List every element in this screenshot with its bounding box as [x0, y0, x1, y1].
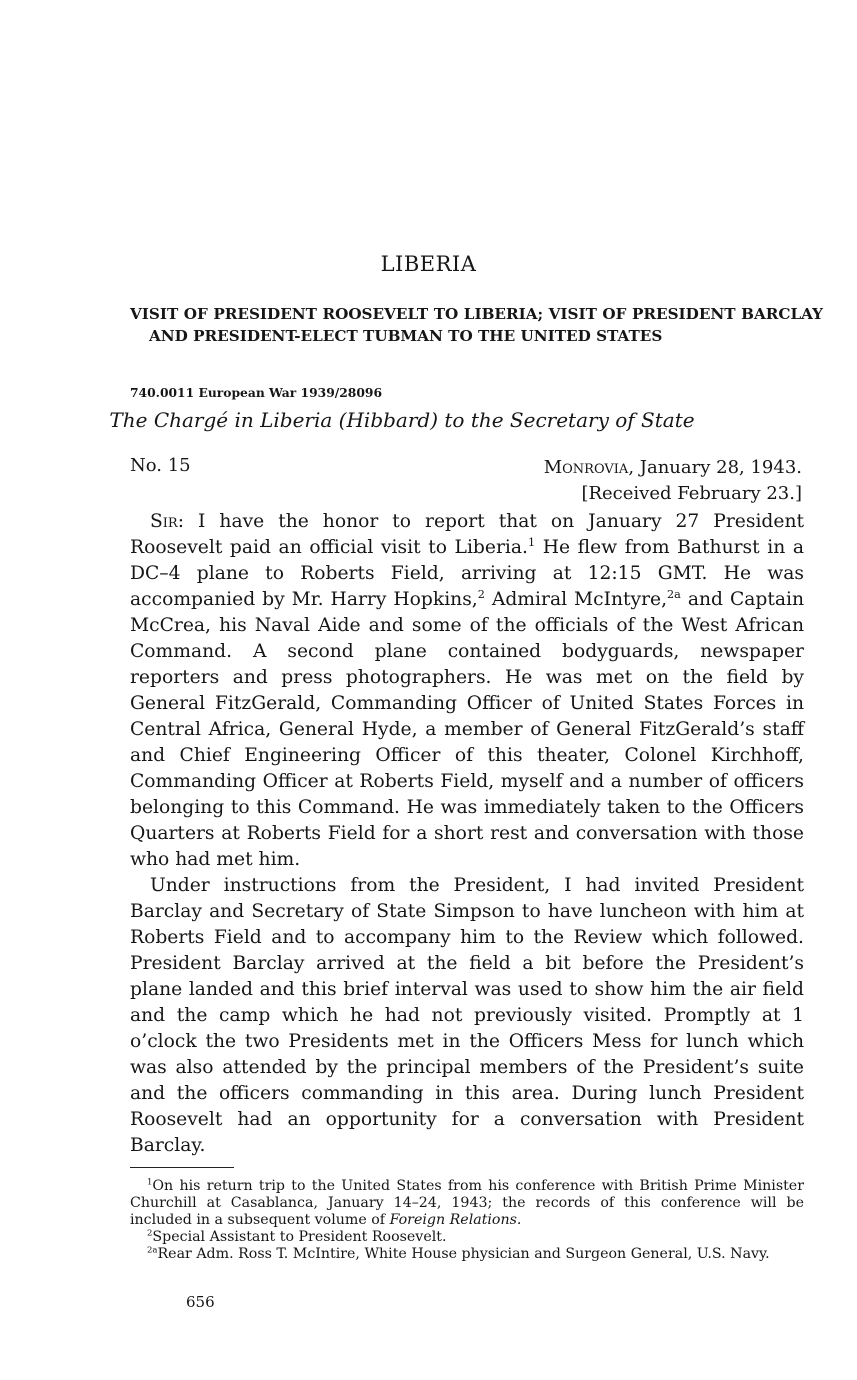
document-number: No. 15	[130, 455, 191, 476]
heading-pre: The Chargé in Liberia (	[109, 408, 347, 432]
heading-post: ) to the Secretary of State	[430, 408, 695, 432]
footnote-ref-1: 1	[527, 535, 536, 549]
chapter-title: VISIT OF PRESIDENT ROOSEVELT TO LIBERIA; VISIT OF PRESIDENT BARCLAY AND PRESIDENT-ELECT TUBMAN TO THE UNITED STATES	[130, 305, 823, 345]
paragraph-1-text-b: He flew from Bathurst in a DC–4 plane to Roberts Field, arriving at 12:15 GMT. He was accompanied by Mr. Harry Hopkins,	[130, 537, 804, 610]
paragraph-1-text-d: and Captain McCrea, his Naval Aide and some of the officials of the West African Command. A second plane contained bodyguards, newspaper reporters and press photographers. He was met on the field by General FitzGerald, Commanding Officer of United States Forces in Central Africa, General Hyde, a member of General FitzGerald’s staff and Chief Engineering Officer of this theater, Colonel Kirchhoff, Commanding Officer at Roberts Field, myself and a number of officers belonging to this Command. He was immediately taken to the Officers Quarters at Roberts Field for a short rest and conversation with those who had met him.	[130, 589, 805, 870]
heading-name: Hibbard	[346, 408, 431, 432]
footnote-2a-mark: 2a	[147, 1245, 158, 1256]
paragraph-1-text-a: : I have the honor to report that on January 27 President Roosevelt paid an official visit to Liberia.	[130, 511, 804, 558]
section-title: LIBERIA	[380, 252, 477, 276]
dateline-received: [Received February 23.]	[581, 483, 802, 504]
salutation: Sir	[150, 511, 178, 532]
paragraph-1	[130, 509, 804, 873]
footnote-2-mark: 2	[147, 1228, 153, 1239]
footnote-ref-2a: 2a	[667, 587, 681, 601]
document-heading	[0, 408, 804, 432]
footnote-2-text: Special Assistant to President Roosevelt.	[152, 1229, 447, 1245]
footnotes	[130, 1178, 804, 1263]
footnote-2a	[130, 1246, 804, 1263]
footnote-1-italic: Foreign Relations.	[389, 1212, 522, 1228]
letter-body	[130, 509, 804, 1159]
dateline	[544, 455, 802, 507]
dateline-date: , January 28, 1943.	[628, 457, 802, 478]
page-number: 656	[186, 1293, 215, 1311]
footnote-2a-text: Rear Adm. Ross T. McIntire, White House physician and Surgeon General, U.S. Navy.	[157, 1246, 770, 1262]
footnote-ref-2: 2	[477, 587, 485, 601]
dateline-place: Monrovia	[543, 457, 629, 478]
footnote-1	[130, 1178, 804, 1229]
dateline-place-date	[544, 455, 802, 481]
footnote-1-mark: 1	[147, 1177, 153, 1188]
footnote-1-text: On his return trip to the United States from his conference with British Prime Minister Churchill at Casablanca, January 14–24, 1943; the records of this conference will be included in a subsequent volume of	[130, 1178, 804, 1228]
paragraph-1-text-c: Admiral McIntyre,	[484, 589, 668, 610]
footnote-rule	[130, 1167, 234, 1168]
file-reference: 740.0011 European War 1939/28096	[130, 385, 383, 400]
footnote-2	[130, 1229, 804, 1246]
paragraph-2: Under instructions from the President, I had invited President Barclay and Secretary of State Simpson to have luncheon with him at Roberts Field and to accompany him to the Review which followed. President Barclay arrived at the field a bit before the President’s plane landed and this brief interval was used to show him the air field and the camp which he had not previously visited. Promptly at 1 o’clock the two Presidents met in the Officers Mess for lunch which was also attended by the principal members of the President’s suite and the officers commanding in this area. During lunch President Roosevelt had an opportunity for a conversation with President Barclay.	[130, 875, 804, 1156]
